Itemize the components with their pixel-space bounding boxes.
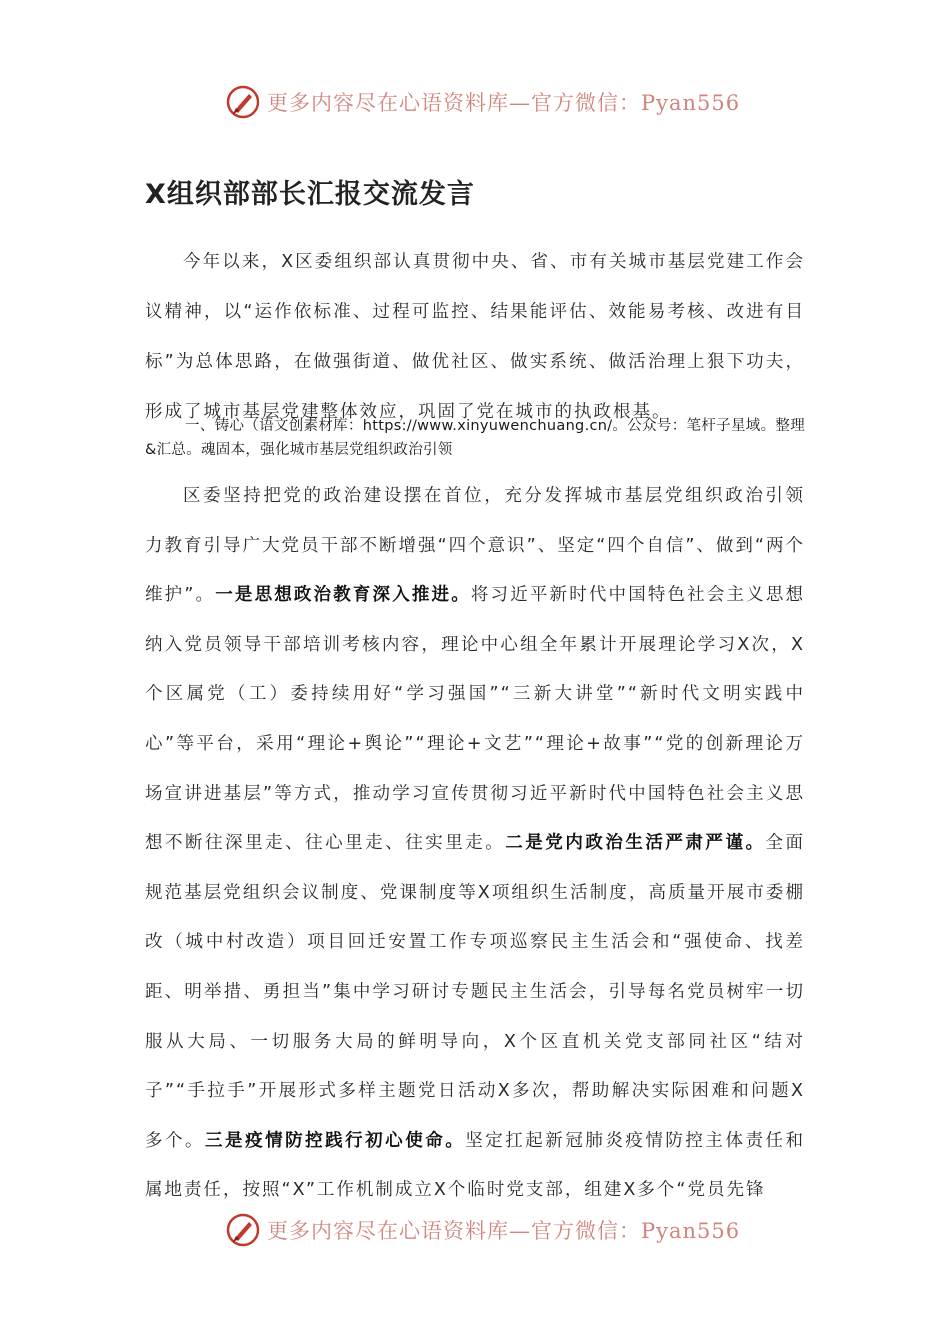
body-paragraph bbox=[145, 472, 805, 1216]
body-text: 坚定扛起新冠肺炎疫情防控主体责任和属地责任，按照“X”工作机制成立X个临时党支部，组建X多个“党员先锋 bbox=[145, 1130, 805, 1201]
banner-text: 更多内容尽在心语资料库—官方微信：Pyan556 bbox=[267, 1219, 741, 1243]
pen-seal-icon bbox=[225, 84, 261, 120]
banner-text: 更多内容尽在心语资料库—官方微信：Pyan556 bbox=[267, 91, 741, 115]
bold-lead-2: 二是党内政治生活严肃严谨。 bbox=[505, 833, 766, 854]
intro-paragraph: 今年以来，X区委组织部认真贯彻中央、省、市有关城市基层党建工作会议精神，以“运作依标准、过程可监控、结果能评估、效能易考核、改进有目标”为总体思路，在做强街道、做优社区、做实系统、做活治理上狠下功夫，形成了城市基层党建整体效应，巩固了党在城市的执政根基。 bbox=[145, 252, 805, 422]
page-title: X组织部部长汇报交流发言 bbox=[145, 179, 475, 210]
bold-lead-3: 三是疫情防控践行初心使命。 bbox=[205, 1130, 466, 1151]
pen-seal-icon bbox=[225, 1212, 261, 1248]
body-text: 全面规范基层党组织会议制度、党课制度等X项组织生活制度，高质量开展市委棚改（城中村改造）项目回迁安置工作专项巡察民主生活会和“强使命、找差距、明举措、勇担当”集中学习研讨专题民主生活会，引导每名党员树牢一切服从大局、一切服务大局的鲜明导向，X个区直机关党支部同社区“结对子”“手拉手”开展形式多样主题党日活动X多次，帮助解决实际困难和问题X多个。 bbox=[145, 833, 805, 1151]
header-banner bbox=[225, 82, 745, 122]
section-heading: 一、铸心（语文创素材库：https://www.xinyuwenchuang.cn/。公众号：笔杆子星域。整理&汇总。魂固本，强化城市基层党组织政治引领 bbox=[145, 418, 805, 458]
body-text: 区委坚持把党的政治建设摆在首位，充分发挥城市基层党组织政治引领力教育引导广大党员干部不断增强“四个意识”、坚定“四个自信”、做到“两个维护”。 bbox=[145, 486, 805, 606]
footer-banner bbox=[225, 1210, 745, 1250]
bold-lead-1: 一是思想政治教育深入推进。 bbox=[215, 585, 471, 606]
body-text: 将习近平新时代中国特色社会主义思想纳入党员领导干部培训考核内容，理论中心组全年累计开展理论学习X次，X个区属党（工）委持续用好“学习强国”“三新大讲堂”“新时代文明实践中心”等平台，采用“理论+舆论”“理论+文艺”“理论+故事”“党的创新理论万场宣讲进基层”等方式，推动学习宣传贯彻习近平新时代中国特色社会主义思想不断往深里走、往心里走、往实里走。 bbox=[145, 585, 806, 854]
